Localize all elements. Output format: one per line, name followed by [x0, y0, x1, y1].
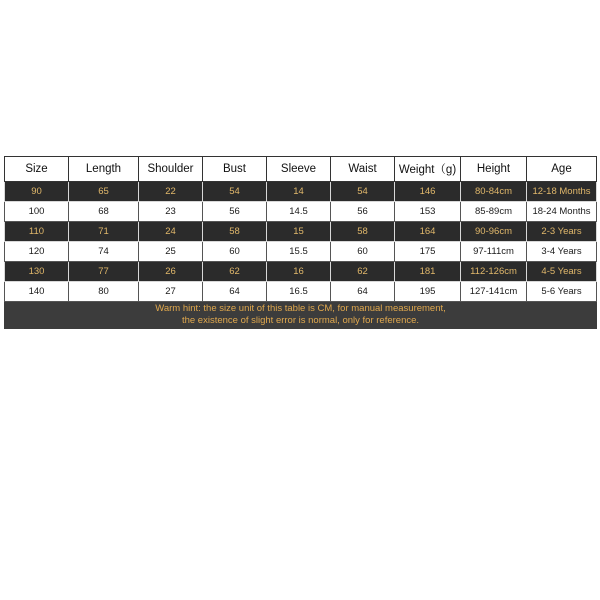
- table-cell: 90-96cm: [461, 222, 527, 242]
- table-cell: 153: [395, 202, 461, 222]
- table-cell: 25: [139, 242, 203, 262]
- table-cell: 62: [203, 262, 267, 282]
- table-cell: 14.5: [267, 202, 331, 222]
- table-cell: 64: [331, 282, 395, 302]
- table-cell: 80-84cm: [461, 182, 527, 202]
- table-cell: 65: [69, 182, 139, 202]
- table-cell: 64: [203, 282, 267, 302]
- table-cell: 58: [203, 222, 267, 242]
- table-cell: 80: [69, 282, 139, 302]
- table-cell: 23: [139, 202, 203, 222]
- table-cell: 100: [5, 202, 69, 222]
- table-cell: 175: [395, 242, 461, 262]
- table-cell: 77: [69, 262, 139, 282]
- column-header-length: Length: [69, 157, 139, 182]
- table-cell: 195: [395, 282, 461, 302]
- table-cell: 68: [69, 202, 139, 222]
- table-cell: 140: [5, 282, 69, 302]
- table-cell: 24: [139, 222, 203, 242]
- table-cell: 97-111cm: [461, 242, 527, 262]
- column-header-height: Height: [461, 157, 527, 182]
- table-row: [5, 262, 597, 282]
- column-header-age: Age: [527, 157, 597, 182]
- table-cell: 15.5: [267, 242, 331, 262]
- table-row: [5, 202, 597, 222]
- table-cell: 112-126cm: [461, 262, 527, 282]
- table-cell: 12-18 Months: [527, 182, 597, 202]
- table-cell: 164: [395, 222, 461, 242]
- table-cell: 15: [267, 222, 331, 242]
- table-cell: 127-141cm: [461, 282, 527, 302]
- table-cell: 110: [5, 222, 69, 242]
- table-cell: 71: [69, 222, 139, 242]
- table-cell: 146: [395, 182, 461, 202]
- table-row: [5, 222, 597, 242]
- table-cell: 4-5 Years: [527, 262, 597, 282]
- table-cell: 58: [331, 222, 395, 242]
- column-header-size: Size: [5, 157, 69, 182]
- table-cell: 74: [69, 242, 139, 262]
- note-line-1: Warm hint: the size unit of this table is CM, for manual measurement,: [155, 303, 446, 314]
- table-cell: 54: [331, 182, 395, 202]
- table-cell: 120: [5, 242, 69, 262]
- table-cell: 56: [331, 202, 395, 222]
- warm-hint-note: [5, 302, 597, 329]
- table-cell: 181: [395, 262, 461, 282]
- note-row: [5, 302, 597, 329]
- table-cell: 60: [203, 242, 267, 262]
- table-cell: 22: [139, 182, 203, 202]
- table-cell: 90: [5, 182, 69, 202]
- table-cell: 18-24 Months: [527, 202, 597, 222]
- table-cell: 56: [203, 202, 267, 222]
- table-row: [5, 282, 597, 302]
- table-cell: 16.5: [267, 282, 331, 302]
- table-cell: 27: [139, 282, 203, 302]
- header-row: [5, 157, 597, 182]
- table-cell: 14: [267, 182, 331, 202]
- table-cell: 62: [331, 262, 395, 282]
- table-row: [5, 242, 597, 262]
- column-header-waist: Waist: [331, 157, 395, 182]
- table-cell: 16: [267, 262, 331, 282]
- note-line-2: the existence of slight error is normal, only for reference.: [181, 315, 420, 326]
- size-chart: [4, 156, 596, 329]
- table-cell: 26: [139, 262, 203, 282]
- table-cell: 85-89cm: [461, 202, 527, 222]
- size-table: [4, 156, 597, 329]
- table-cell: 2-3 Years: [527, 222, 597, 242]
- table-row: [5, 182, 597, 202]
- column-header-bust: Bust: [203, 157, 267, 182]
- column-header-shoulder: Shoulder: [139, 157, 203, 182]
- table-cell: 60: [331, 242, 395, 262]
- table-cell: 5-6 Years: [527, 282, 597, 302]
- table-cell: 3-4 Years: [527, 242, 597, 262]
- column-header-sleeve: Sleeve: [267, 157, 331, 182]
- column-header-weight: Weight（g): [395, 157, 461, 182]
- table-cell: 130: [5, 262, 69, 282]
- table-cell: 54: [203, 182, 267, 202]
